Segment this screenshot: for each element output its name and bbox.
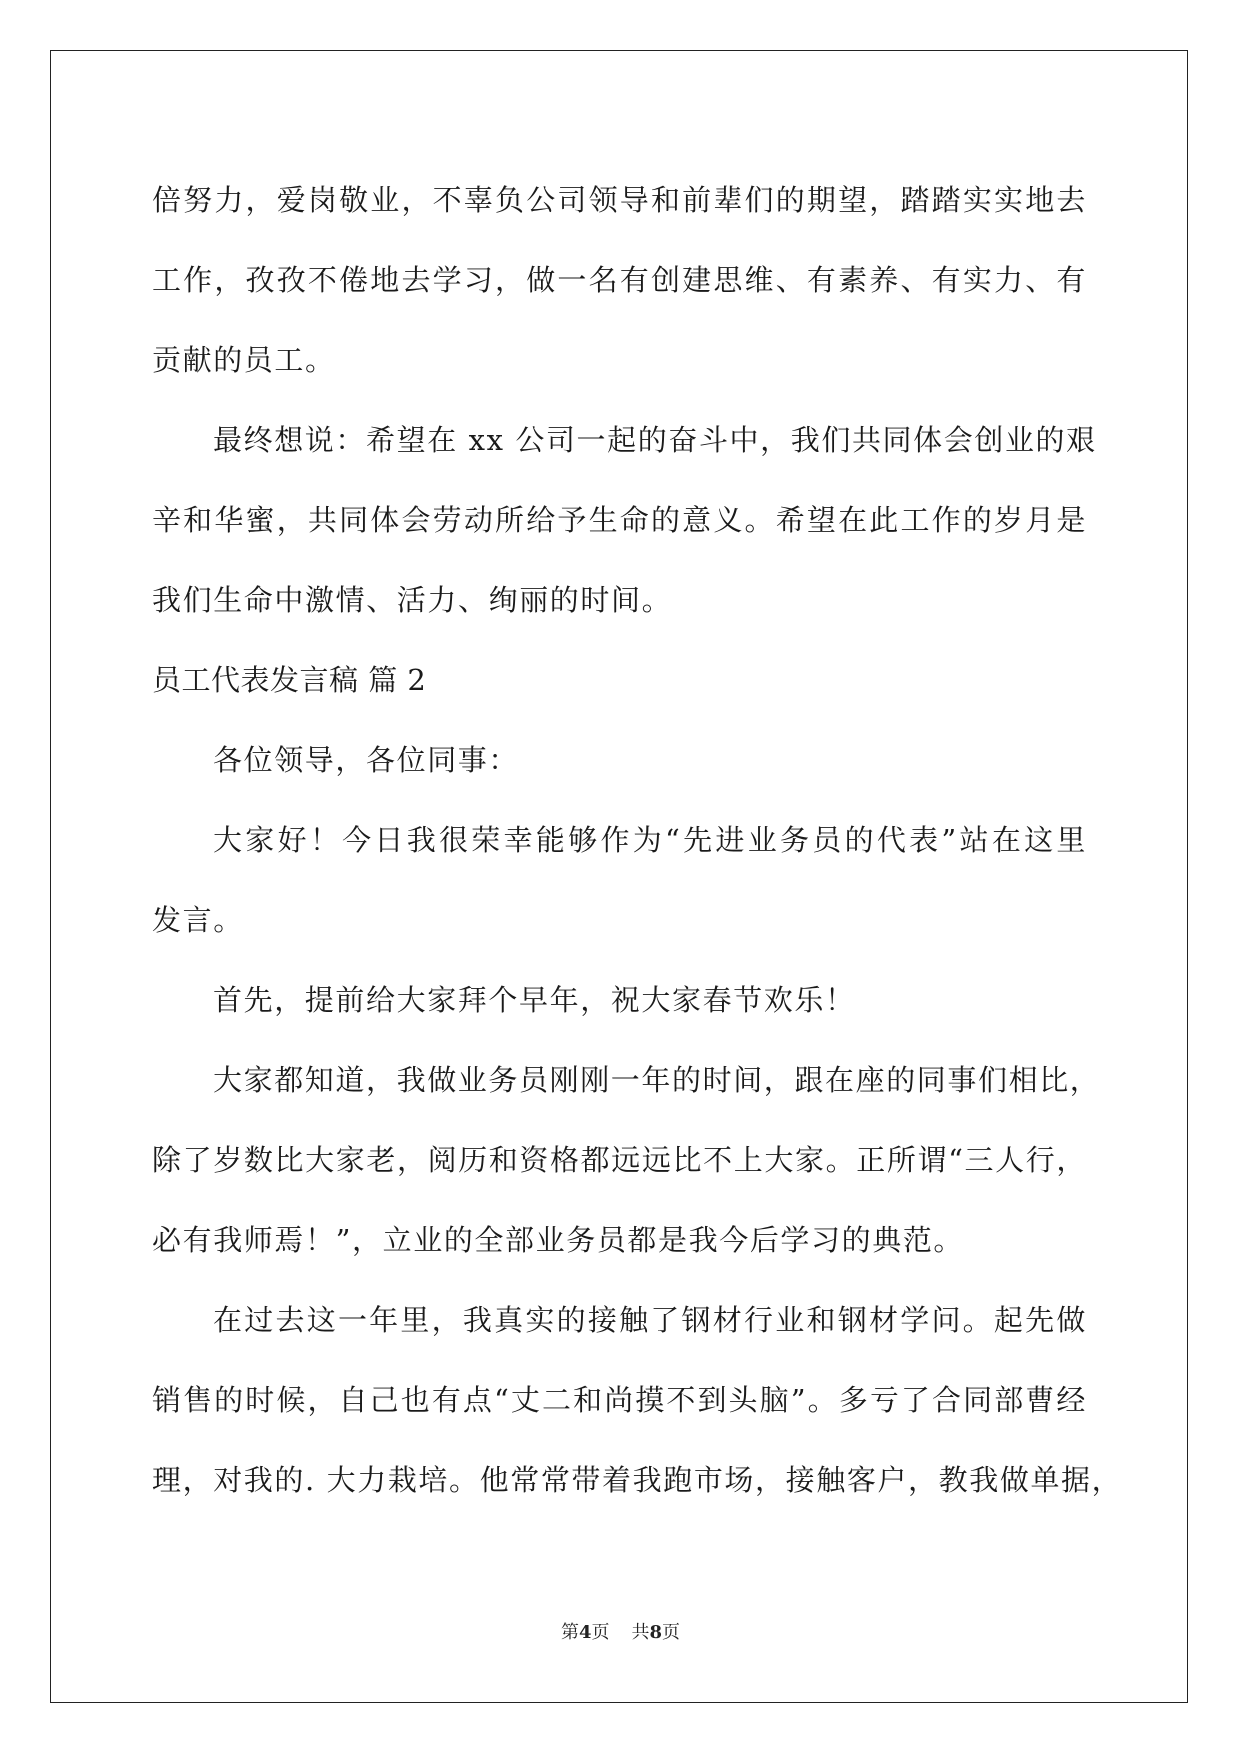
page-suffix: 页 [591, 1622, 610, 1643]
paragraph-line: 我们生命中激情、活力、绚丽的时间。 [152, 583, 673, 617]
paragraph-line: 除了岁数比大家老，阅历和资格都远远比不上大家。正所谓“三人行， [152, 1143, 1087, 1177]
paragraph-line: 发言。 [152, 903, 244, 937]
document-body [152, 160, 1123, 1520]
page-prefix: 第 [560, 1622, 579, 1643]
page-total: 8 [649, 1622, 663, 1643]
paragraph-line: 工作，孜孜不倦地去学习，做一名有创建思维、有素养、有实力、有 [152, 263, 1087, 297]
paragraph-line: 必有我师焉！”，立业的全部业务员都是我今后学习的典范。 [152, 1223, 965, 1257]
salutation: 各位领导，各位同事： [213, 743, 520, 777]
paragraph-line: 首先，提前给大家拜个早年，祝大家春节欢乐！ [213, 983, 856, 1017]
page-footer [0, 1618, 1241, 1644]
paragraph-line: 大家都知道，我做业务员刚刚一年的时间，跟在座的同事们相比， [213, 1063, 1101, 1097]
paragraph-line: 销售的时候，自己也有点“丈二和尚摸不到头脑”。多亏了合同部曹经 [152, 1383, 1087, 1417]
total-prefix: 共 [631, 1622, 650, 1643]
total-suffix: 页 [662, 1622, 681, 1643]
section-heading: 员工代表发言稿 篇 2 [152, 663, 427, 697]
paragraph-line: 理，对我的. 大力栽培。他常常带着我跑市场，接触客户，教我做单据， [152, 1463, 1123, 1497]
paragraph-line: 辛和华蜜，共同体会劳动所给予生命的意义。希望在此工作的岁月是 [152, 503, 1087, 537]
paragraph-line: 在过去这一年里，我真实的接触了钢材行业和钢材学问。起先做 [213, 1303, 1087, 1337]
paragraph-line: 最终想说：希望在 xx 公司一起的奋斗中，我们共同体会创业的艰 [213, 423, 1097, 457]
paragraph-line: 大家好！今日我很荣幸能够作为“先进业务员的代表”站在这里 [213, 823, 1087, 857]
paragraph-line: 贡献的员工。 [152, 343, 336, 377]
page-current: 4 [578, 1622, 592, 1643]
paragraph-line: 倍努力，爱岗敬业，不辜负公司领导和前辈们的期望，踏踏实实地去 [152, 183, 1087, 217]
